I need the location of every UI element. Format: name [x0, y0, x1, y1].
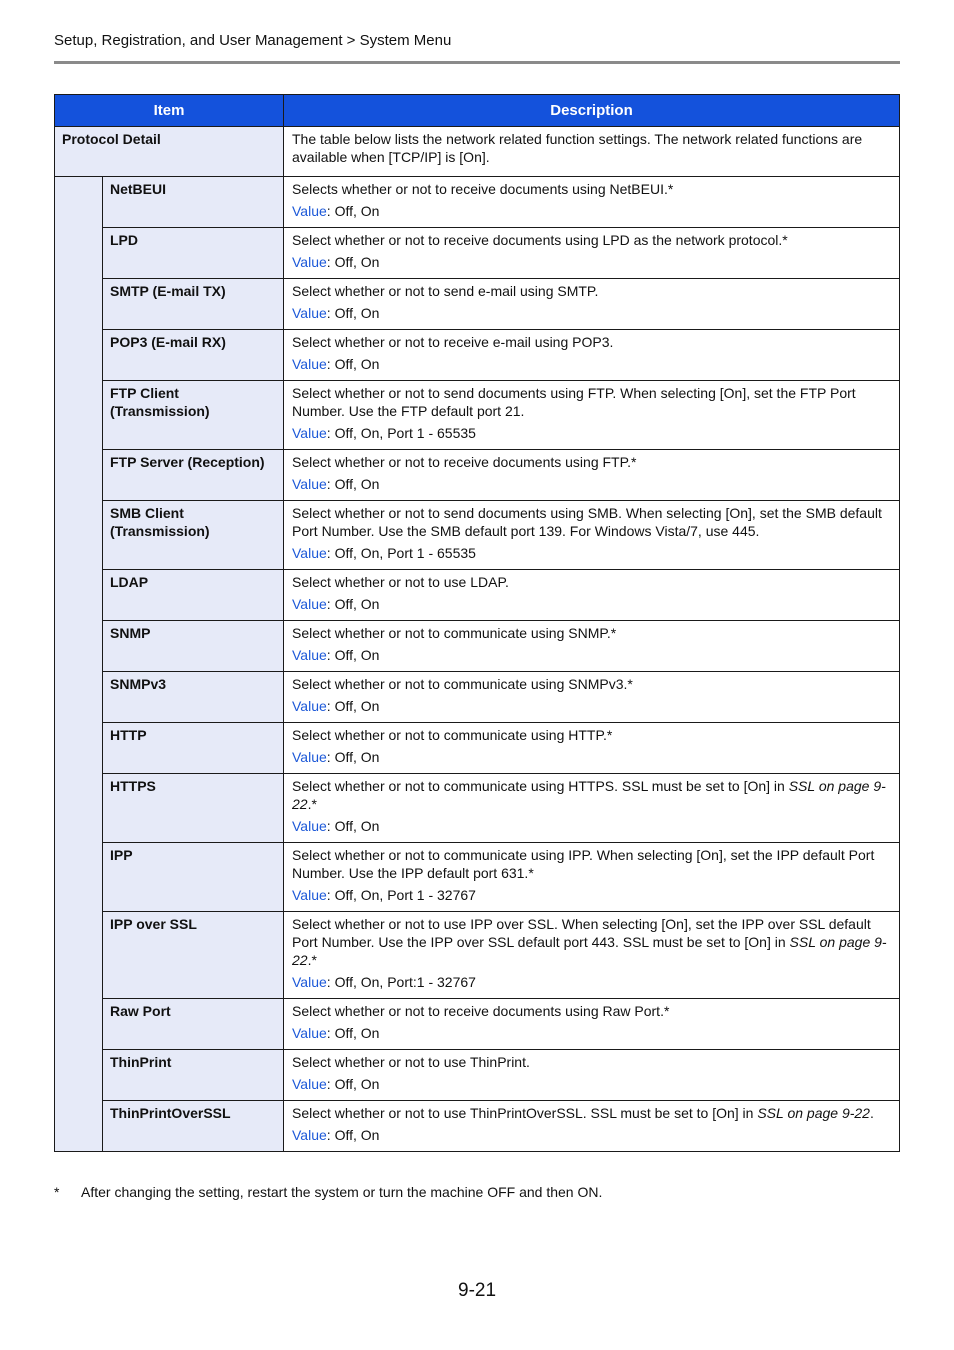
value-label: Value: [292, 203, 327, 219]
setting-name: NetBEUI: [103, 177, 284, 228]
setting-description-cell: [284, 723, 900, 774]
table-row: [55, 999, 900, 1050]
description-suffix: .*: [307, 796, 317, 812]
value-options: Off, On, Port:1 - 32767: [334, 974, 476, 990]
description-text: Select whether or not to send documents using FTP. When selecting [On], set the FTP Port Number. Use the FTP default port 21.: [292, 385, 856, 419]
description-text: Select whether or not to send e-mail using SMTP.: [292, 283, 599, 299]
column-header-description: Description: [284, 95, 900, 127]
table-row: [55, 912, 900, 999]
description-text: Select whether or not to use ThinPrintOverSSL. SSL must be set to [On] in: [292, 1105, 758, 1121]
description-text: Select whether or not to communicate using HTTP.*: [292, 727, 613, 743]
description-text: Select whether or not to receive e-mail using POP3.: [292, 334, 614, 350]
setting-values: Value: Off, On: [292, 698, 380, 714]
table-row: [55, 621, 900, 672]
table-row: [55, 672, 900, 723]
setting-values: Value: Off, On: [292, 356, 380, 372]
description-text: Select whether or not to communicate using SNMP.*: [292, 625, 617, 641]
setting-description: [292, 624, 891, 642]
setting-values: Value: Off, On, Port 1 - 65535: [292, 425, 476, 441]
value-options: Off, On: [334, 356, 380, 372]
setting-description-cell: [284, 381, 900, 450]
setting-values: Value: Off, On: [292, 596, 380, 612]
setting-description: [292, 504, 891, 540]
value-options: Off, On, Port 1 - 65535: [334, 425, 476, 441]
setting-description: [292, 846, 891, 882]
value-options: Off, On: [334, 1025, 380, 1041]
description-text: Selects whether or not to receive documents using NetBEUI.*: [292, 181, 674, 197]
setting-description: [292, 726, 891, 744]
setting-values: Value: Off, On: [292, 1076, 380, 1092]
value-label: Value: [292, 254, 327, 270]
setting-name: LDAP: [103, 570, 284, 621]
setting-name: FTP Client (Transmission): [103, 381, 284, 450]
setting-description-cell: [284, 999, 900, 1050]
value-options: Off, On: [334, 596, 380, 612]
table-row: [55, 228, 900, 279]
value-options: Off, On, Port 1 - 65535: [334, 545, 476, 561]
setting-description-cell: [284, 228, 900, 279]
description-text: Select whether or not to use IPP over SSL. When selecting [On], set the IPP over SSL default Port Number. Use the IPP over SSL default port 443. SSL must be set to [On] in: [292, 916, 871, 950]
table-row: [55, 570, 900, 621]
setting-values: Value: Off, On, Port 1 - 32767: [292, 887, 476, 903]
setting-description: [292, 453, 891, 471]
page-number: 9-21: [458, 1280, 497, 1301]
value-label: Value: [292, 1076, 327, 1092]
description-text: Select whether or not to receive documents using LPD as the network protocol.*: [292, 232, 788, 248]
setting-name: SMB Client (Transmission): [103, 501, 284, 570]
value-label: Value: [292, 1025, 327, 1041]
value-label: Value: [292, 356, 327, 372]
section-name: Protocol Detail: [55, 127, 284, 177]
value-label: Value: [292, 1127, 327, 1143]
setting-description: [292, 231, 891, 249]
table-row: [55, 330, 900, 381]
table-row: [55, 1101, 900, 1152]
value-label: Value: [292, 305, 327, 321]
setting-description: [292, 1002, 891, 1020]
setting-name: SNMPv3: [103, 672, 284, 723]
setting-name: FTP Server (Reception): [103, 450, 284, 501]
description-text: Select whether or not to communicate using SNMPv3.*: [292, 676, 633, 692]
value-label: Value: [292, 545, 327, 561]
value-options: Off, On: [334, 647, 380, 663]
description-text: Select whether or not to receive documents using FTP.*: [292, 454, 637, 470]
description-suffix: .: [869, 1105, 874, 1121]
setting-description: [292, 333, 891, 351]
setting-description: [292, 384, 891, 420]
setting-name: LPD: [103, 228, 284, 279]
setting-description-cell: [284, 450, 900, 501]
table-row: [55, 723, 900, 774]
setting-name: HTTP: [103, 723, 284, 774]
value-options: Off, On: [334, 698, 380, 714]
column-header-item: Item: [55, 95, 284, 127]
setting-description: [292, 777, 891, 813]
table-row: [55, 450, 900, 501]
table-row: [55, 774, 900, 843]
setting-description: [292, 573, 891, 591]
setting-description-cell: [284, 621, 900, 672]
setting-description-cell: [284, 843, 900, 912]
setting-name: POP3 (E-mail RX): [103, 330, 284, 381]
setting-description-cell: [284, 501, 900, 570]
setting-description-cell: [284, 570, 900, 621]
value-options: Off, On, Port 1 - 32767: [334, 887, 476, 903]
value-label: Value: [292, 974, 327, 990]
page-reference: SSL on page 9-22: [292, 778, 886, 812]
value-label: Value: [292, 818, 327, 834]
setting-values: Value: Off, On: [292, 647, 380, 663]
setting-values: Value: Off, On: [292, 203, 380, 219]
setting-description: [292, 675, 891, 693]
footnote: [54, 1184, 602, 1200]
footnote-text: After changing the setting, restart the system or turn the machine OFF and then ON.: [81, 1184, 603, 1200]
value-label: Value: [292, 425, 327, 441]
setting-name: ThinPrintOverSSL: [103, 1101, 284, 1152]
protocol-detail-table: [54, 94, 900, 1152]
setting-description-cell: [284, 279, 900, 330]
value-label: Value: [292, 887, 327, 903]
setting-name: Raw Port: [103, 999, 284, 1050]
description-text: Select whether or not to receive documents using Raw Port.*: [292, 1003, 670, 1019]
setting-description-cell: [284, 774, 900, 843]
setting-name: ThinPrint: [103, 1050, 284, 1101]
value-options: Off, On: [334, 818, 380, 834]
description-suffix: .*: [307, 952, 317, 968]
setting-description: [292, 915, 891, 969]
value-label: Value: [292, 749, 327, 765]
setting-name: IPP over SSL: [103, 912, 284, 999]
setting-values: Value: Off, On: [292, 305, 380, 321]
setting-values: Value: Off, On: [292, 254, 380, 270]
setting-description: [292, 282, 891, 300]
section-row-protocol-detail: [55, 127, 900, 177]
setting-description-cell: [284, 912, 900, 999]
value-options: Off, On: [334, 749, 380, 765]
setting-description: [292, 180, 891, 198]
setting-description-cell: [284, 330, 900, 381]
setting-description: [292, 1053, 891, 1071]
header-divider: [54, 61, 900, 64]
setting-values: Value: Off, On: [292, 476, 380, 492]
table-row: [55, 501, 900, 570]
setting-description-cell: [284, 1050, 900, 1101]
description-text: Select whether or not to communicate using HTTPS. SSL must be set to [On] in: [292, 778, 789, 794]
setting-name: SNMP: [103, 621, 284, 672]
breadcrumb: Setup, Registration, and User Management > System Menu: [54, 32, 452, 49]
description-text: Select whether or not to send documents using SMB. When selecting [On], set the SMB default Port Number. Use the SMB default port 139. For Windows Vista/7, use 445.: [292, 505, 882, 539]
table-body: [55, 127, 900, 1152]
value-label: Value: [292, 698, 327, 714]
table-header-row: [55, 95, 900, 127]
setting-description-cell: [284, 1101, 900, 1152]
indent-cell: [55, 177, 103, 1152]
setting-description-cell: [284, 672, 900, 723]
page-reference: SSL on page 9-22: [292, 934, 887, 968]
setting-description-cell: [284, 177, 900, 228]
setting-name: IPP: [103, 843, 284, 912]
value-options: Off, On: [334, 254, 380, 270]
value-options: Off, On: [334, 1127, 380, 1143]
setting-values: Value: Off, On: [292, 749, 380, 765]
table-row: [55, 843, 900, 912]
setting-values: Value: Off, On, Port:1 - 32767: [292, 974, 476, 990]
value-options: Off, On: [334, 203, 380, 219]
value-label: Value: [292, 596, 327, 612]
setting-values: Value: Off, On: [292, 818, 380, 834]
description-text: Select whether or not to use ThinPrint.: [292, 1054, 530, 1070]
value-options: Off, On: [334, 305, 380, 321]
value-options: Off, On: [334, 1076, 380, 1092]
table-row: [55, 1050, 900, 1101]
page-reference: SSL on page 9-22: [757, 1105, 870, 1121]
setting-values: Value: Off, On: [292, 1127, 380, 1143]
table-row: [55, 177, 900, 228]
value-options: Off, On: [334, 476, 380, 492]
setting-name: SMTP (E-mail TX): [103, 279, 284, 330]
table-row: [55, 279, 900, 330]
section-description: The table below lists the network related function settings. The network related functions are available when [TCP/IP] is [On].: [284, 127, 900, 177]
setting-description: [292, 1104, 891, 1122]
setting-values: Value: Off, On, Port 1 - 65535: [292, 545, 476, 561]
description-text: Select whether or not to use LDAP.: [292, 574, 509, 590]
value-label: Value: [292, 476, 327, 492]
description-text: Select whether or not to communicate using IPP. When selecting [On], set the IPP default Port Number. Use the IPP default port 631.*: [292, 847, 875, 881]
setting-values: Value: Off, On: [292, 1025, 380, 1041]
value-label: Value: [292, 647, 327, 663]
table-row: [55, 381, 900, 450]
setting-name: HTTPS: [103, 774, 284, 843]
footnote-mark: *: [54, 1184, 60, 1200]
